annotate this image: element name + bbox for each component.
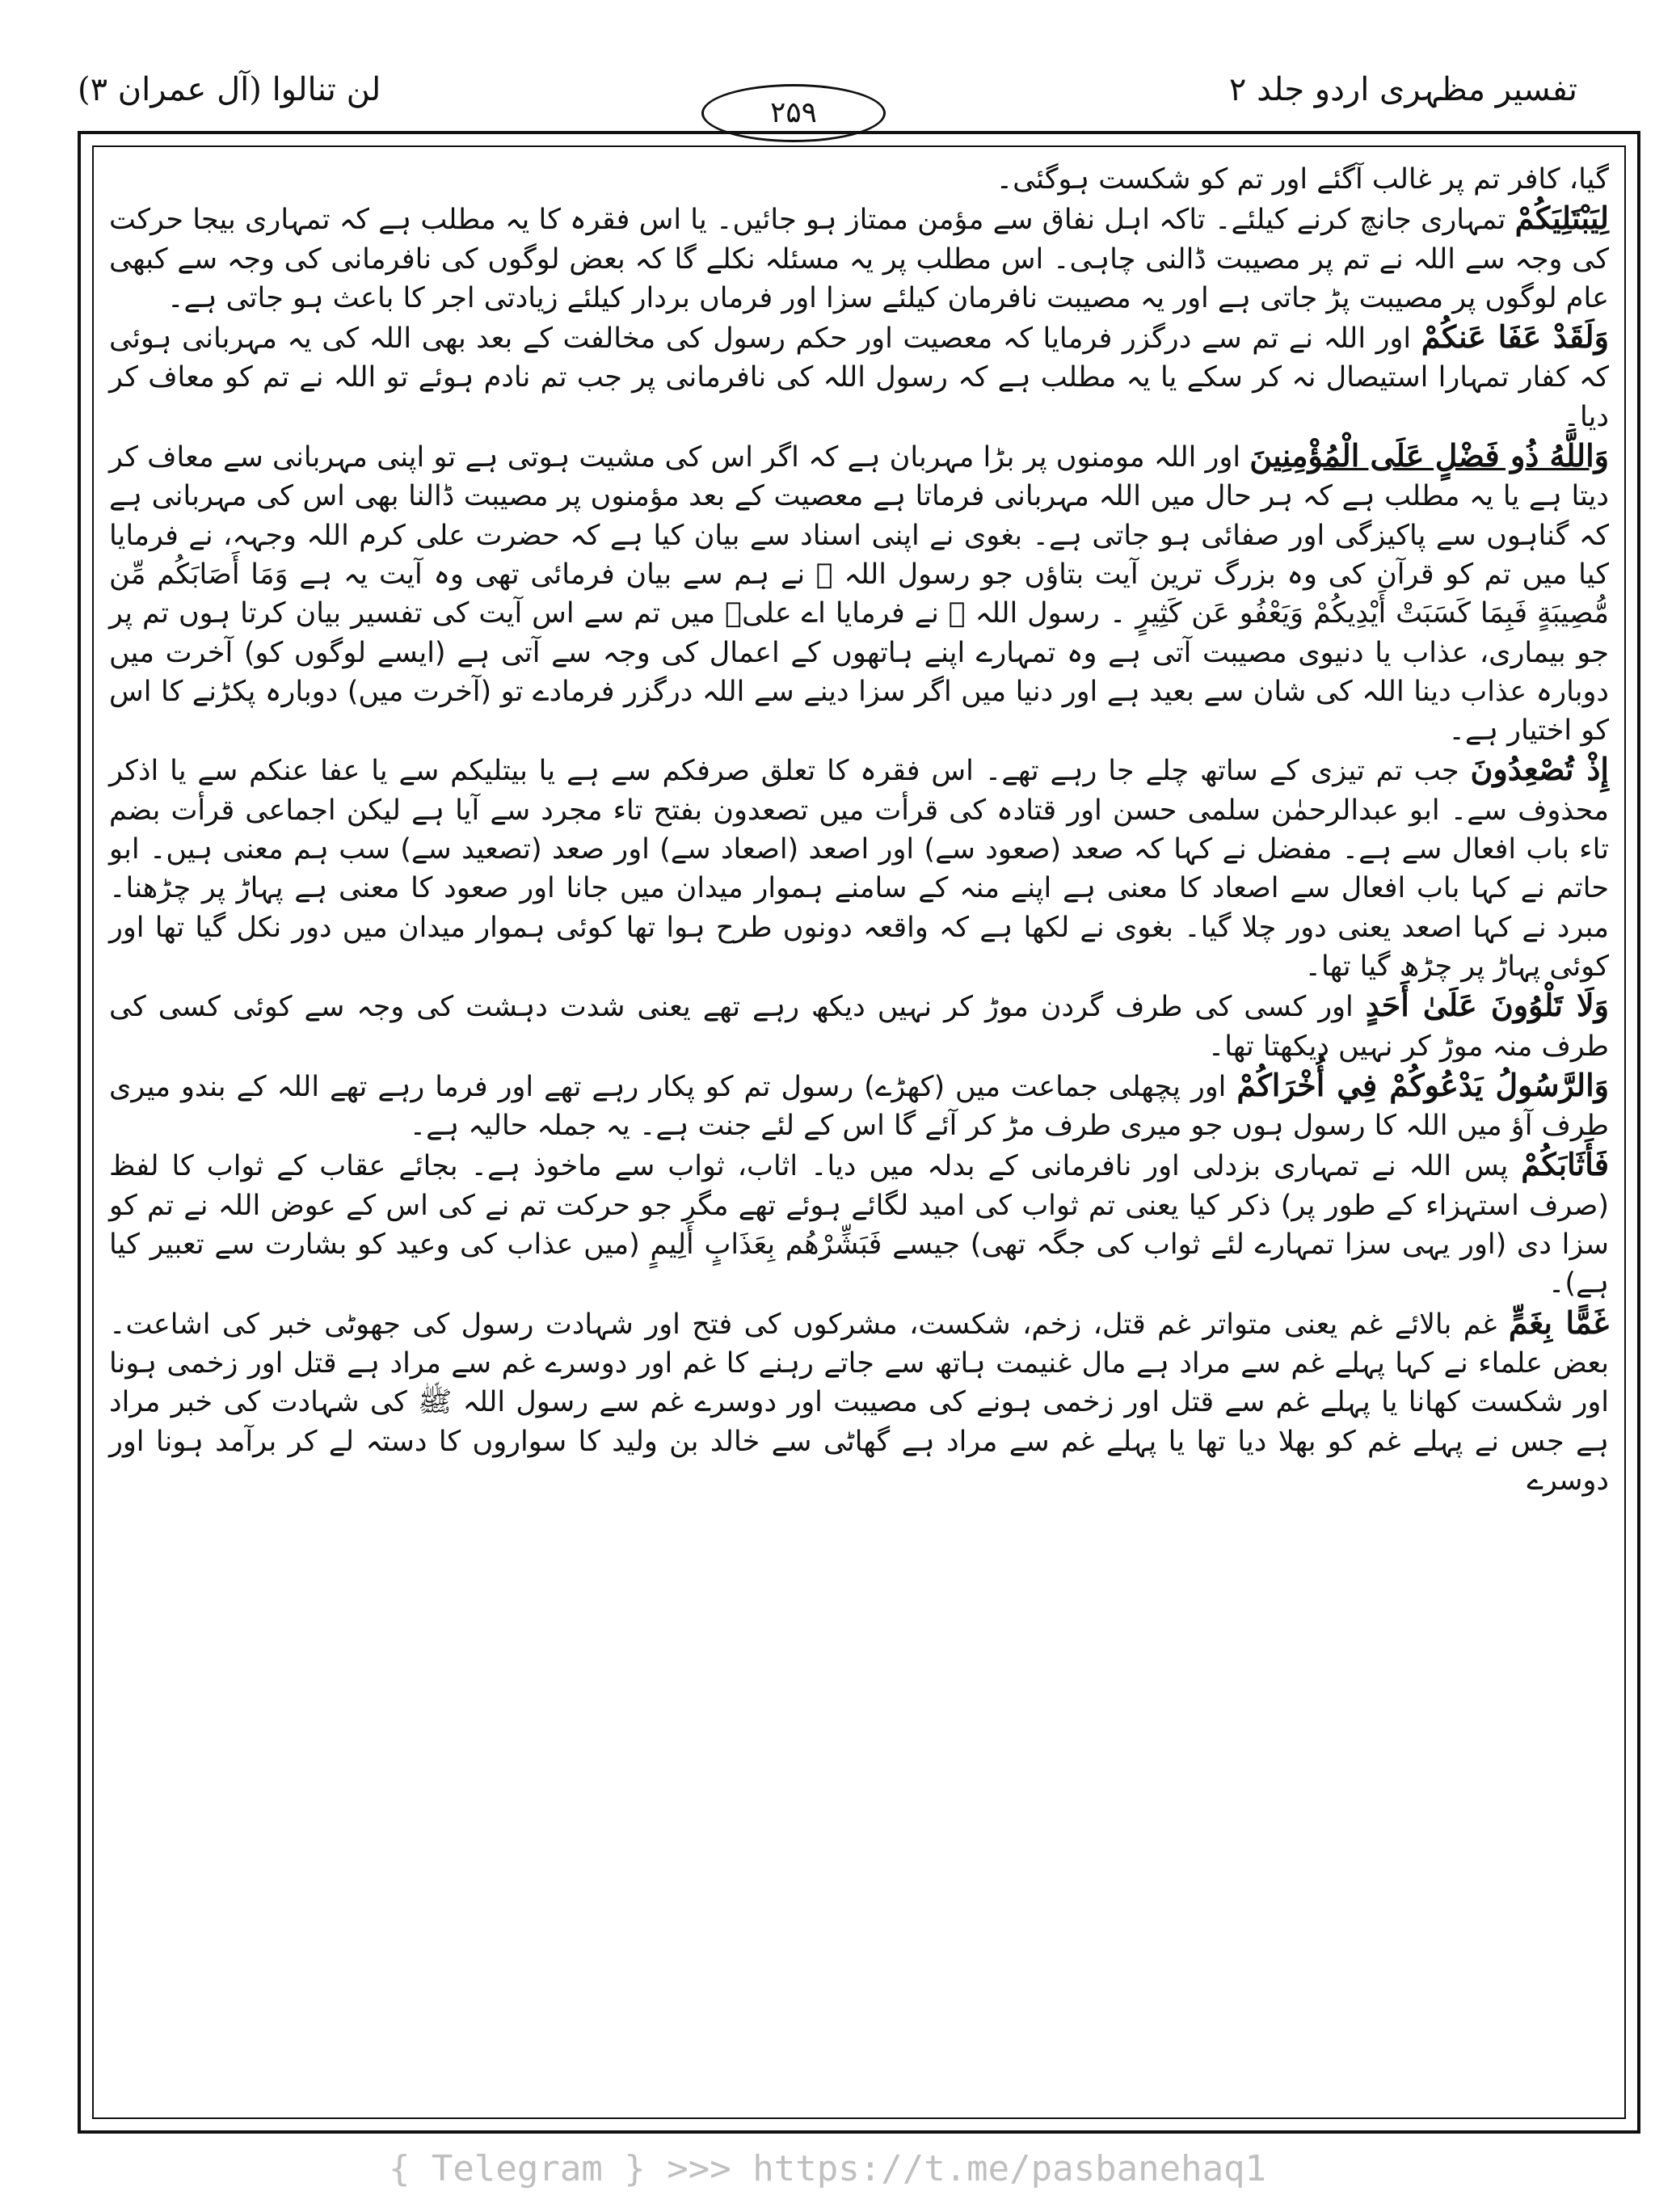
commentary-text: اور پچھلی جماعت میں (کھڑے) رسول تم کو پکار رہے تھے اور فرما رہے تھے اللہ کے بندو میری طرف آؤ میں اللہ کا رسول ہوں جو میری طرف مڑ کر آئے گا اس کے لئے جنت ہے۔ یہ جملہ حالیہ ہے۔	[109, 1070, 1609, 1143]
commentary-paragraph	[109, 1145, 1609, 1303]
book-title: تفسیر مظہری اردو جلد ۲	[1228, 71, 1577, 108]
verse-heading: وَالرَّسُولُ يَدْعُوكُمْ فِي أُخْرَاكُمْ	[1236, 1066, 1609, 1103]
commentary-paragraph	[109, 318, 1609, 436]
commentary-text: اور اللہ مومنوں پر بڑا مہربان ہے کہ اگر اس کی مشیت ہوتی ہے تو اپنی مہربانی سے معاف کر دیتا ہے یا یہ مطلب ہے کہ ہر حال میں اللہ مہربانی فرماتا ہے معصیت کے بعد مؤمنوں پر مصیبت ڈالنا بھی اس کی مہربانی ہے کہ گناہوں سے پاکیزگی اور صفائی ہو جاتی ہے۔ بغوی نے اپنی اسناد سے بیان کیا ہے کہ حضرت علی کرم اللہ وجہہ، نے فرمایا کیا میں تم کو قرآن کی وہ بزرگ ترین آیت بتاؤں جو رسول اللہ ﷺ نے ہم سے بیان فرمائی تھی وہ آیت یہ ہے وَمَا أَصَابَكُم مِّن مُّصِيبَةٍ فَبِمَا كَسَبَتْ أَيْدِيكُمْ وَيَعْفُو عَن كَثِيرٍ ۔ رسول اللہ ﷺ نے فرمایا اے علیؓ میں تم سے اس آیت کی تفسیر بیان کرتا ہوں تم پر جو بیماری، عذاب یا دنیوی مصیبت آتی ہے وہ تمہارے اپنے ہاتھوں کے اعمال کی وجہ سے آتی ہے (ایسے لوگوں کو) آخرت میں دوبارہ عذاب دینا اللہ کی شان سے بعید ہے اور دنیا میں اگر سزا دینے سے اللہ درگزر فرمادے تو (آخرت میں) دوبارہ پکڑنے کا اس کو اختیار ہے۔	[109, 441, 1609, 748]
commentary-text: اور اللہ نے تم سے درگزر فرمایا کہ معصیت اور حکم رسول کی مخالفت کے بعد بھی اللہ کی یہ مہربانی ہوئی کہ کفار تمہارا استیصال نہ کر سکے یا یہ مطلب ہے کہ رسول اللہ کی نافرمانی پر جب تم نادم ہوئے تو اللہ نے تم کو معاف کر دیا۔	[109, 322, 1609, 433]
chapter-title: لن تنالوا (آل عمران ۳)	[78, 71, 381, 108]
page-number: ۲۵۹	[701, 84, 886, 142]
commentary-body	[109, 160, 1609, 2108]
verse-heading: فَأَثَابَكُمْ	[1521, 1146, 1609, 1183]
commentary-paragraph	[109, 1304, 1609, 1500]
telegram-link-footer[interactable]: { Telegram } >>> https://t.me/pasbanehaq1	[388, 2148, 1267, 2189]
commentary-paragraph	[109, 160, 1609, 199]
commentary-paragraph	[109, 436, 1609, 750]
verse-heading: إِذْ تُصْعِدُونَ	[1470, 751, 1609, 788]
verse-heading: غَمًّا بِغَمٍّ	[1508, 1304, 1609, 1341]
commentary-text: گیا، کافر تم پر غالب آگئے اور تم کو شکست ہوگئی۔	[996, 163, 1609, 196]
commentary-text: تمہاری جانچ کرنے کیلئے۔ تاکہ اہل نفاق سے مؤمن ممتاز ہو جائیں۔ یا اس فقرہ کا یہ مطلب ہے کہ تمہاری بیجا حرکت کی وجہ سے اللہ نے تم پر مصیبت ڈالنی چاہی۔ اس مطلب پر یہ مسئلہ نکلے گا کہ بعض لوگوں کی نافرمانی کی وجہ سے کبھی عام لوگوں پر مصیبت پڑ جاتی ہے اور یہ مصیبت نافرمان کیلئے سزا اور فرماں بردار کیلئے زیادتی اجر کا باعث ہو جاتی ہے۔	[109, 204, 1609, 314]
commentary-text: غم بالائے غم یعنی متواتر غم قتل، زخم، شکست، مشرکوں کی فتح اور شہادت رسول کی جھوٹی خبر کی اشاعت۔ بعض علماء نے کہا پہلے غم سے مراد ہے مال غنیمت ہاتھ سے جاتے رہنے کا غم اور دوسرے غم سے مراد ہے قتل اور زخمی ہونا اور شکست کھانا یا پہلے غم سے قتل اور زخمی ہونے کی مصیبت اور دوسرے غم سے رسول اللہ ﷺ کی شہادت کی خبر مراد ہے جس نے پہلے غم کو بھلا دیا تھا یا پہلے غم سے مراد ہے گھاٹی سے خالد بن ولید کا سواروں کا دستہ لے کر برآمد ہونا اور دوسرے	[109, 1308, 1609, 1497]
commentary-paragraph	[109, 750, 1609, 986]
verse-heading: لِيَبْتَلِيَكُمْ	[1514, 200, 1609, 237]
verse-heading: وَاللَّهُ ذُو فَضْلٍ عَلَى الْمُؤْمِنِينَ	[1249, 437, 1609, 474]
commentary-text: اور کسی کی طرف گردن موڑ کر نہیں دیکھ رہے تھے یعنی شدت دہشت کی وجہ سے کوئی کسی کی طرف منہ موڑ کر نہیں دیکھتا تھا۔	[109, 991, 1609, 1063]
commentary-text: جب تم تیزی کے ساتھ چلے جا رہے تھے۔ اس فقرہ کا تعلق صرفکم سے ہے یا بیتلیکم سے یا عفا عنکم سے یا اذکر محذوف سے۔ ابو عبدالرحمٰن سلمی حسن اور قتادہ کی قرأت میں تصعدون بفتح تاء مجرد سے آیا ہے لیکن اجماعی قرأت بضم تاء باب افعال سے ہے۔ مفضل نے کہا کہ صعد (صعود سے) اور اصعد (اصعاد سے) اور صعد (تصعید سے) سب ہم معنی ہیں۔ ابو حاتم نے کہا باب افعال سے اصعاد کا معنی ہے اپنے منہ کے سامنے ہموار میدان میں جانا اور صعود کا معنی ہے پہاڑ پر چڑھنا۔ مبرد نے کہا اصعد یعنی دور چلا گیا۔ بغوی نے لکھا ہے کہ واقعہ دونوں طرح ہوا تھا کوئی ہموار میدان میں دور نکل گیا تھا اور کوئی پہاڑ پر چڑھ گیا تھا۔	[109, 755, 1609, 983]
commentary-paragraph	[109, 199, 1609, 318]
commentary-paragraph	[109, 986, 1609, 1066]
verse-heading: وَلَا تَلْوُونَ عَلَىٰ أَحَدٍ	[1365, 987, 1609, 1024]
commentary-paragraph	[109, 1066, 1609, 1146]
verse-heading: وَلَقَدْ عَفَا عَنكُمْ	[1421, 318, 1609, 356]
commentary-text: پس اللہ نے تمہاری بزدلی اور نافرمانی کے بدلہ میں دیا۔ اثاب، ثواب سے ماخوذ ہے۔ بجائے عقاب کے ثواب کا لفظ (صرف استہزاء کے طور پر) ذکر کیا یعنی تم ثواب کی امید لگائے ہوئے تھے مگر جو حرکت تم نے کی اس کے عوض اللہ نے تم کو سزا دی (اور یہی سزا تمہارے لئے ثواب کی جگہ تھی) جیسے فَبَشِّرْهُم بِعَذَابٍ أَلِيمٍ (میں عذاب کی وعید کو بشارت سے تعبیر کیا ہے)۔	[109, 1150, 1609, 1300]
